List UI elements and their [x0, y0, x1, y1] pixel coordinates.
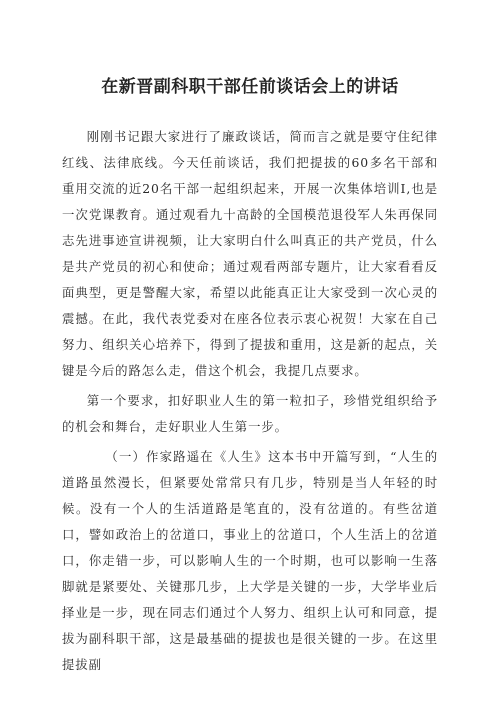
document-body — [62, 124, 438, 678]
paragraph-first-requirement: 第一个要求，扣好职业人生的第一粒扣子，珍惜党组织给予的机会和舞台，走好职业人生第一步。 — [62, 393, 438, 434]
document-title: 在新晋副科职干部任前谈话会上的讲话 — [101, 77, 399, 97]
paragraph-section-one: （一）作家路遥在《人生》这本书中开篇写到，“人生的道路虽然漫长，但紧要处常常只有几步，特别是当人年轻的时候。没有一个人的生活道路是笔直的，没有岔道的。有些岔道口，譬如政治上的岔道口，事业上的岔道口，个人生活上的岔道口，你走错一步，可以影响人生的一个时期，也可以影响一生落脚就是紧要处、关键那几步，上大学是关键的一步，大学毕业后择业是一步，现在同志们通过个人努力、组织上认可和同意，提拔为副科职干部，这是最基础的提拔也是很关键的一步。在这里提拔副 — [62, 449, 438, 672]
paragraph-intro: 刚刚书记跟大家进行了廉政谈话，简而言之就是要守住纪律红线、法律底线。今天任前谈话，我们把提拔的60多名干部和重用交流的近20名干部一起组织起来，开展一次集体培训Ⅰ,也是一次党课教育。通过观看九十高龄的全国模范退役军人朱再保同志先进事迹宣讲视频，让大家明白什么叫真正的共产党员，什么是共产党员的初心和使命；通过观看两部专题片，让大家看看反面典型，更是警醒大家，希望以此能真正让大家受到一次心灵的震撼。在此，我代表党委对在座各位表示衷心祝贺！大家在自己努力、组织关心培养下，得到了提拔和重用，这是新的起点，关键是今后的路怎么走，借这个机会，我提几点要求。 — [62, 129, 438, 378]
